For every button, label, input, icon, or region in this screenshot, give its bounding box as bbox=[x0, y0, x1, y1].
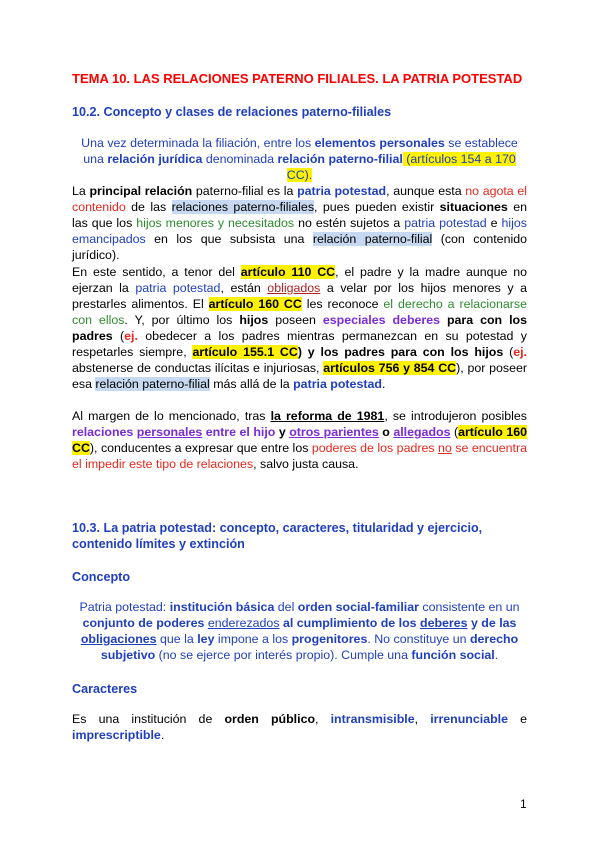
text-run: artículos 756 y 854 CC bbox=[323, 361, 457, 375]
text-run: e bbox=[508, 712, 527, 726]
text-run: En este sentido, a tenor del bbox=[72, 265, 241, 279]
text-run: al cumplimiento de los bbox=[279, 616, 420, 630]
text-run: artículo 155.1 CC bbox=[192, 345, 298, 359]
text-run: , aunque esta bbox=[386, 184, 466, 198]
text-run: no agota bbox=[465, 184, 514, 198]
text-run: , se introdujeron posibles bbox=[384, 409, 527, 423]
text-run: Patria potestad: bbox=[79, 600, 170, 614]
text-run: patria potestad bbox=[293, 377, 382, 391]
text-run: obligados bbox=[267, 281, 321, 295]
text-run: paterno-filial es la bbox=[192, 184, 298, 198]
text-run: . Y, por último los bbox=[124, 313, 240, 327]
text-run: obligaciones bbox=[80, 632, 157, 646]
text-run: se establece una bbox=[83, 136, 518, 166]
text-run: ley bbox=[197, 632, 215, 646]
text-run: , el padre y la madre aunque no ejerzan la bbox=[72, 265, 527, 295]
text-run: , salvo justa causa. bbox=[253, 457, 359, 471]
page-number: 1 bbox=[520, 797, 527, 811]
text-run: o bbox=[378, 425, 394, 439]
text-run: ( bbox=[112, 329, 125, 343]
text-run: ( bbox=[450, 425, 459, 439]
text-run: conjunto de poderes bbox=[82, 616, 205, 630]
section-heading-10-2: 10.2. Concepto y clases de relaciones paterno-filiales bbox=[72, 105, 392, 119]
caracteres-heading: Caracteres bbox=[72, 682, 138, 696]
text-run: imprescriptible bbox=[72, 728, 161, 742]
text-run: ), por poseer esa bbox=[72, 361, 528, 391]
text-run: . bbox=[494, 648, 499, 662]
concepto-paragraph bbox=[72, 599, 527, 663]
text-run: en las que los bbox=[72, 200, 527, 230]
text-run: principal relación bbox=[89, 184, 193, 198]
text-run: , pues pueden existir bbox=[314, 200, 440, 214]
text-run: allegados bbox=[393, 425, 451, 439]
text-run: ), conducentes a expresar que entre los bbox=[89, 441, 312, 455]
text-run: situaciones bbox=[439, 200, 508, 214]
text-run: relación paterno-filial bbox=[277, 152, 403, 166]
text-run: les reconoce bbox=[301, 297, 384, 311]
text-run: artículo 110 CC bbox=[240, 265, 336, 279]
text-run: que la bbox=[156, 632, 198, 646]
text-run: artículo 160 CC bbox=[208, 297, 302, 311]
text-run: orden público bbox=[224, 712, 316, 726]
text-run: el contenido bbox=[72, 184, 527, 214]
text-run: impone a los bbox=[214, 632, 292, 646]
text-run: abstenerse de conductas ilícitas e injuriosas, bbox=[72, 361, 324, 375]
text-run: Al margen de lo mencionado, tras bbox=[72, 409, 271, 423]
text-run: , bbox=[414, 712, 431, 726]
text-run: relación paterno-filial bbox=[95, 377, 210, 391]
concepto-heading: Concepto bbox=[72, 570, 131, 584]
text-run: entre el hijo bbox=[202, 425, 276, 439]
text-run: intransmisible bbox=[330, 712, 415, 726]
paragraph-3 bbox=[72, 408, 527, 472]
text-run: derecho subjetivo bbox=[100, 632, 519, 662]
text-run: relación jurídica bbox=[107, 152, 203, 166]
paragraph-1 bbox=[72, 183, 527, 263]
text-run: La bbox=[72, 184, 90, 198]
text-run: relaciones paterno-filiales bbox=[171, 200, 315, 214]
text-run: , están bbox=[220, 281, 268, 295]
text-run: consistente en un bbox=[418, 600, 520, 614]
text-run: institución básica bbox=[169, 600, 275, 614]
text-run: (artículos 154 a 170 CC). bbox=[286, 152, 516, 182]
text-run: enderezados bbox=[207, 616, 280, 630]
text-run: y bbox=[275, 425, 290, 439]
intro-paragraph bbox=[72, 135, 527, 183]
text-run: de las bbox=[125, 200, 172, 214]
text-run: artículo 160 CC bbox=[72, 425, 528, 455]
text-run: ( bbox=[503, 345, 514, 359]
text-run: , bbox=[315, 712, 331, 726]
text-run: (no se ejerce por interés propio). Cumple una bbox=[155, 648, 412, 662]
text-run: (con contenido jurídico). bbox=[72, 232, 527, 262]
text-run: Una vez determinada la filiación, entre los bbox=[81, 136, 315, 150]
text-run: relaciones bbox=[72, 425, 137, 439]
text-run: progenitores bbox=[291, 632, 368, 646]
text-run: el derecho a relacionarse con ellos bbox=[72, 297, 527, 327]
text-run: poseen bbox=[268, 313, 323, 327]
text-run: patria potestad bbox=[297, 184, 387, 198]
text-run: ej. bbox=[124, 329, 138, 343]
text-run: . bbox=[381, 377, 386, 391]
text-run: hijos bbox=[239, 313, 269, 327]
text-run: no bbox=[438, 441, 452, 455]
text-run: obedecer a los padres mientras permanezcan en su potestad y respetarles siempre, bbox=[72, 329, 527, 359]
text-run: para con los padres bbox=[72, 313, 527, 343]
text-run: Es una institución de bbox=[72, 712, 225, 726]
text-run: a velar por los hijos menores y a prestarles alimentos. El bbox=[72, 281, 527, 311]
text-run: hijos menores y necesitados bbox=[136, 216, 295, 230]
text-run: especiales deberes bbox=[322, 313, 441, 327]
text-run: ) y los padres para con los hijos bbox=[297, 345, 504, 359]
text-run: no estén sujetos a bbox=[294, 216, 405, 230]
text-run: personales bbox=[136, 425, 203, 439]
text-run: . No constituye un bbox=[367, 632, 470, 646]
text-run: más allá de la bbox=[209, 377, 294, 391]
text-run: y de las bbox=[467, 616, 517, 630]
text-run: orden social-familiar bbox=[297, 600, 419, 614]
section-heading-10-3: 10.3. La patria potestad: concepto, caracteres, titularidad y ejercicio, contenido límites y extinción bbox=[72, 521, 483, 551]
document-title: TEMA 10. LAS RELACIONES PATERNO FILIALES. LA PATRIA POTESTAD bbox=[72, 71, 523, 86]
text-run: la reforma de 1981 bbox=[270, 409, 385, 423]
text-run: en los que subsista una bbox=[145, 232, 313, 246]
paragraph-2 bbox=[72, 264, 527, 392]
text-run: relación paterno-filial bbox=[312, 232, 433, 246]
text-run: patria potestad bbox=[404, 216, 487, 230]
text-run: ej. bbox=[513, 345, 527, 359]
text-run: e bbox=[486, 216, 502, 230]
text-run: patria potestad bbox=[135, 281, 221, 295]
text-run: del bbox=[274, 600, 298, 614]
text-run: función social bbox=[411, 648, 495, 662]
text-run: deberes bbox=[420, 616, 468, 630]
text-run: irrenunciable bbox=[430, 712, 508, 726]
text-run: elementos personales bbox=[314, 136, 445, 150]
text-run: otros parientes bbox=[289, 425, 379, 439]
text-run: poderes de los padres bbox=[311, 441, 435, 455]
text-run: se encuentra el impedir este tipo de relaciones bbox=[72, 441, 527, 471]
text-run: denominada bbox=[202, 152, 278, 166]
text-run: . bbox=[160, 728, 165, 742]
text-run: hijos emancipados bbox=[72, 216, 527, 246]
caracteres-paragraph bbox=[72, 711, 527, 743]
